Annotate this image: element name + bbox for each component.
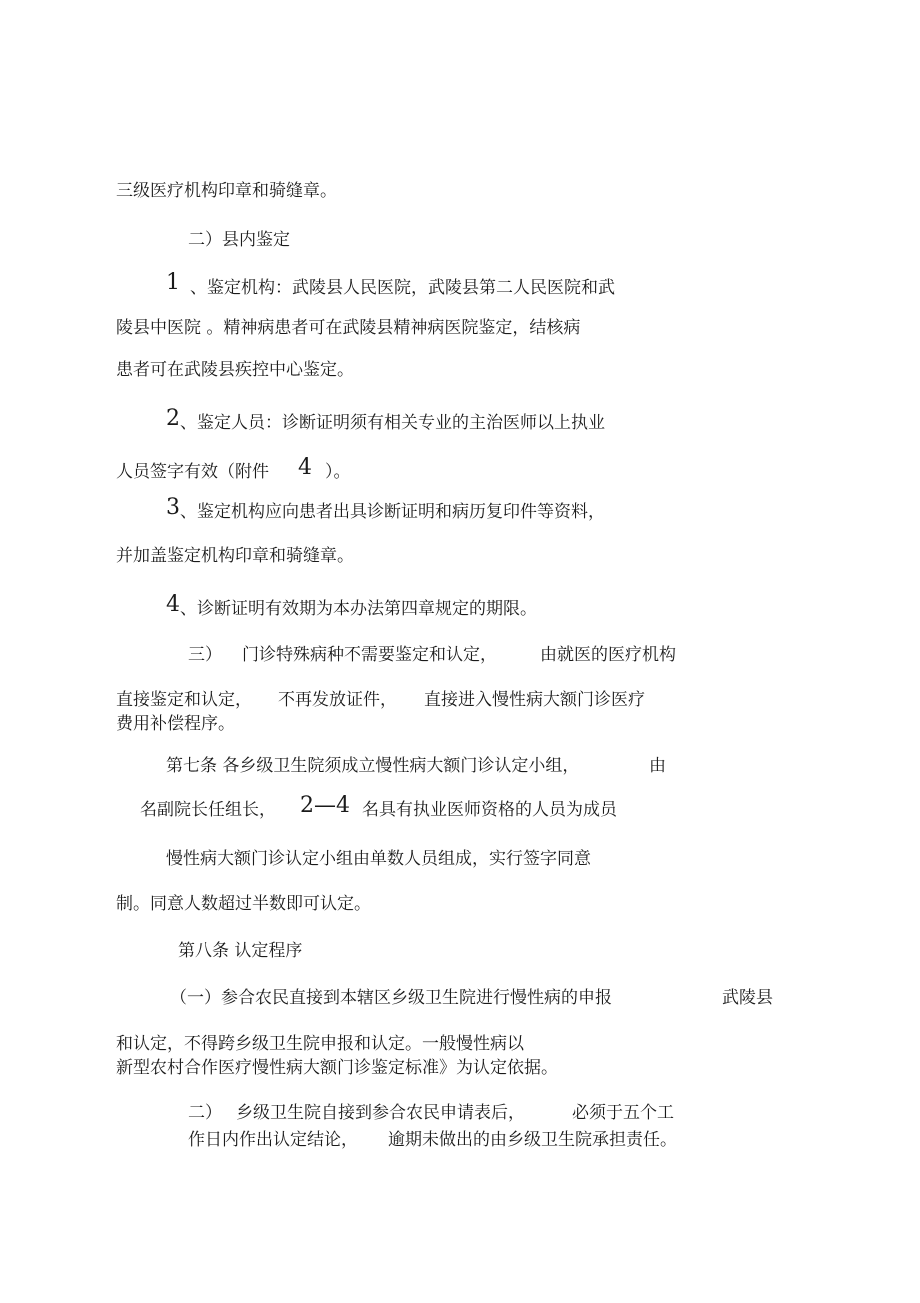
text-line: 直接鉴定和认定， bbox=[116, 690, 252, 710]
text-line: 、鉴定机构应向患者出具诊断证明和病历复印件等资料， bbox=[180, 502, 605, 522]
text-line: 由就医的医疗机构 bbox=[540, 645, 676, 665]
text-line: 名具有执业医师资格的人员为成员 bbox=[362, 800, 617, 820]
text-line: 、鉴定机构：武陵县人民医院，武陵县第二人民医院和武 bbox=[190, 278, 615, 298]
text-line: 必须于五个工 bbox=[572, 1103, 674, 1123]
attachment-number: 4 bbox=[298, 455, 312, 480]
section-heading: 二） bbox=[188, 1103, 222, 1123]
text-line: 直接进入慢性病大额门诊医疗 bbox=[424, 690, 645, 710]
article-heading: 第八条 认定程序 bbox=[178, 941, 303, 961]
item-number: 3 bbox=[166, 495, 180, 520]
text-line: 武陵县 bbox=[722, 988, 773, 1008]
item-number: 1 bbox=[166, 270, 180, 295]
text-line: 逾期未做出的由乡级卫生院承担责任。 bbox=[388, 1130, 677, 1150]
section-heading: 二）县内鉴定 bbox=[188, 230, 290, 250]
text-line: 三级医疗机构印章和骑缝章。 bbox=[116, 181, 337, 201]
range-number: 2—4 bbox=[300, 793, 350, 818]
text-line: 新型农村合作医疗慢性病大额门诊鉴定标准》为认定依据。 bbox=[116, 1058, 558, 1078]
text-line: 不再发放证件， bbox=[278, 690, 397, 710]
text-line: 患者可在武陵县疾控中心鉴定。 bbox=[116, 360, 354, 380]
text-line: 作日内作出认定结论， bbox=[188, 1130, 358, 1150]
text-line: 名副院长任组长， bbox=[140, 800, 276, 820]
text-line: 和认定，不得跨乡级卫生院申报和认定。一般慢性病以 bbox=[116, 1034, 524, 1054]
text-line: 费用补偿程序。 bbox=[116, 714, 235, 734]
text-line: 由 bbox=[649, 756, 666, 776]
text-line: 、诊断证明有效期为本办法第四章规定的期限。 bbox=[180, 599, 537, 619]
text-line: 并加盖鉴定机构印章和骑缝章。 bbox=[116, 546, 354, 566]
text-line: ）。 bbox=[325, 462, 351, 482]
text-line: 、鉴定人员：诊断证明须有相关专业的主治医师以上执业 bbox=[180, 413, 605, 433]
text-line: 慢性病大额门诊认定小组由单数人员组成，实行签字同意 bbox=[166, 849, 591, 869]
section-heading: 三） bbox=[188, 645, 222, 665]
text-line: 陵县中医院 。精神病患者可在武陵县精神病医院鉴定，结核病 bbox=[116, 318, 581, 338]
text-line: 人员签字有效（附件 bbox=[116, 462, 269, 482]
text-line: 制。同意人数超过半数即可认定。 bbox=[116, 894, 371, 914]
item-number: 4 bbox=[166, 592, 180, 617]
text-line: （一）参合农民直接到本辖区乡级卫生院进行慢性病的申报 bbox=[170, 988, 612, 1008]
text-line: 门诊特殊病种不需要鉴定和认定， bbox=[242, 645, 497, 665]
text-line: 乡级卫生院自接到参合农民申请表后， bbox=[236, 1103, 525, 1123]
article-heading: 第七条 各乡级卫生院须成立慢性病大额门诊认定小组， bbox=[166, 756, 580, 776]
item-number: 2 bbox=[166, 406, 180, 431]
